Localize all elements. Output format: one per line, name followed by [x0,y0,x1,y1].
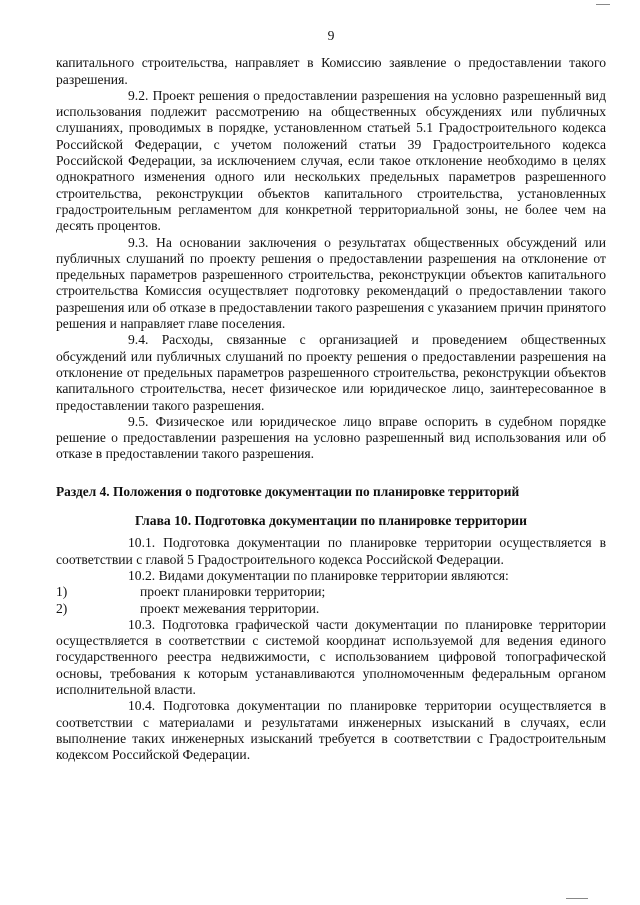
paragraph-number: 9.4. [128,332,149,348]
paragraph-9-3 [56,235,606,333]
paragraph-number: 9.3. [128,234,149,250]
paragraph-number: 10.2. [128,567,156,583]
paragraph-10-1 [56,535,606,568]
paragraph-text: На основании заключения о результатах общественных обсуждений или публичных слушаний по проекту решения о предоставлении разрешения на отклонение от предельных параметров разрешенного строительства, реконструкции объектов капитального строительства Комиссия осуществляет подготовку рекомендаций о предоставлении такого разрешения или об отказе в предоставлении такого разрешения с указанием причин принятого решения и направляет главе поселения. [56,234,606,332]
paragraph-number: 9.5. [128,413,149,429]
page-number: 9 [327,28,335,43]
section-heading: Раздел 4. Положения о подготовке документации по планировке территорий [56,483,520,499]
paragraph-10-4 [56,698,606,763]
paragraph-10-3 [56,617,606,698]
list-item-text: проект планировки территории; [140,584,326,600]
paragraph-text: Подготовка документации по планировке территории осуществляется в соответствии с главой 5 Градостроительного кодекса Российской Федерации. [56,535,606,567]
continuation-paragraph: капитального строительства, направляет в Комиссию заявление о предоставлении такого разрешения. [56,55,606,87]
chapter-heading: Глава 10. Подготовка документации по планировке территории [135,513,527,529]
paragraph-text: Подготовка документации по планировке территории осуществляется в соответствии с материалами и результатами инженерных изысканий в случаях, если выполнение таких инженерных изысканий требуется в соответствии с Градостроительным кодексом Российской Федерации. [56,698,606,763]
list-item [56,601,606,617]
paragraph-number: 10.1. [128,535,156,551]
paragraph-text: Физическое или юридическое лицо вправе оспорить в судебном порядке решение о предоставлении разрешения на условно разрешенный вид использования или об отказе в предоставлении такого разрешения. [56,413,607,462]
scan-mark [596,4,610,5]
paragraph-text: Расходы, связанные с организацией и проведением общественных обсуждений или публичных слушаний по проекту решения о предоставлении разрешения на отклонение от предельных параметров разрешенного строительства, реконструкции объектов капитального строительства, несет физическое или юридическое лицо, заинтересованное в предоставлении такого разрешения. [56,332,606,413]
paragraph-number: 10.4. [128,698,156,714]
paragraph-number: 9.2. [128,87,149,103]
scan-mark [566,898,588,899]
list-item-text: проект межевания территории. [140,600,320,616]
document-page [56,28,606,763]
paragraph-text: Видами документации по планировке территории являются: [158,567,509,583]
list-item [56,584,606,600]
list-marker: 2) [56,600,68,616]
paragraph-9-4 [56,332,606,413]
paragraph-text: Подготовка графической части документации по планировке территории осуществляется в соответствии с системой координат используемой для ведения единого государственного реестра недвижимости, с использованием цифровой топографической основы, требования к которым устанавливаются уполномоченным федеральным органом исполнительной власти. [56,616,606,697]
paragraph-9-2 [56,88,606,235]
list-marker: 1) [56,584,68,600]
paragraph-9-5 [56,414,606,463]
paragraph-10-2 [56,568,606,584]
paragraph-number: 10.3. [128,616,156,632]
paragraph-text: Проект решения о предоставлении разрешения на условно разрешенный вид использования подлежит рассмотрению на общественных обсуждениях или публичных слушаниях, проводимых в порядке, установленном статьей 5.1 Градостроительного кодекса Российской Федерации, с учетом положений статьи 39 Градостроительного кодекса Российской Федерации, за исключением случая, если такое отклонение необходимо в целях однократного изменения одного или нескольких предельных параметров разрешенного строительства, реконструкции объектов капитального строительства, установленных градостроительным регламентом для конкретной территориальной зоны, не более чем на десять процентов. [56,87,606,234]
